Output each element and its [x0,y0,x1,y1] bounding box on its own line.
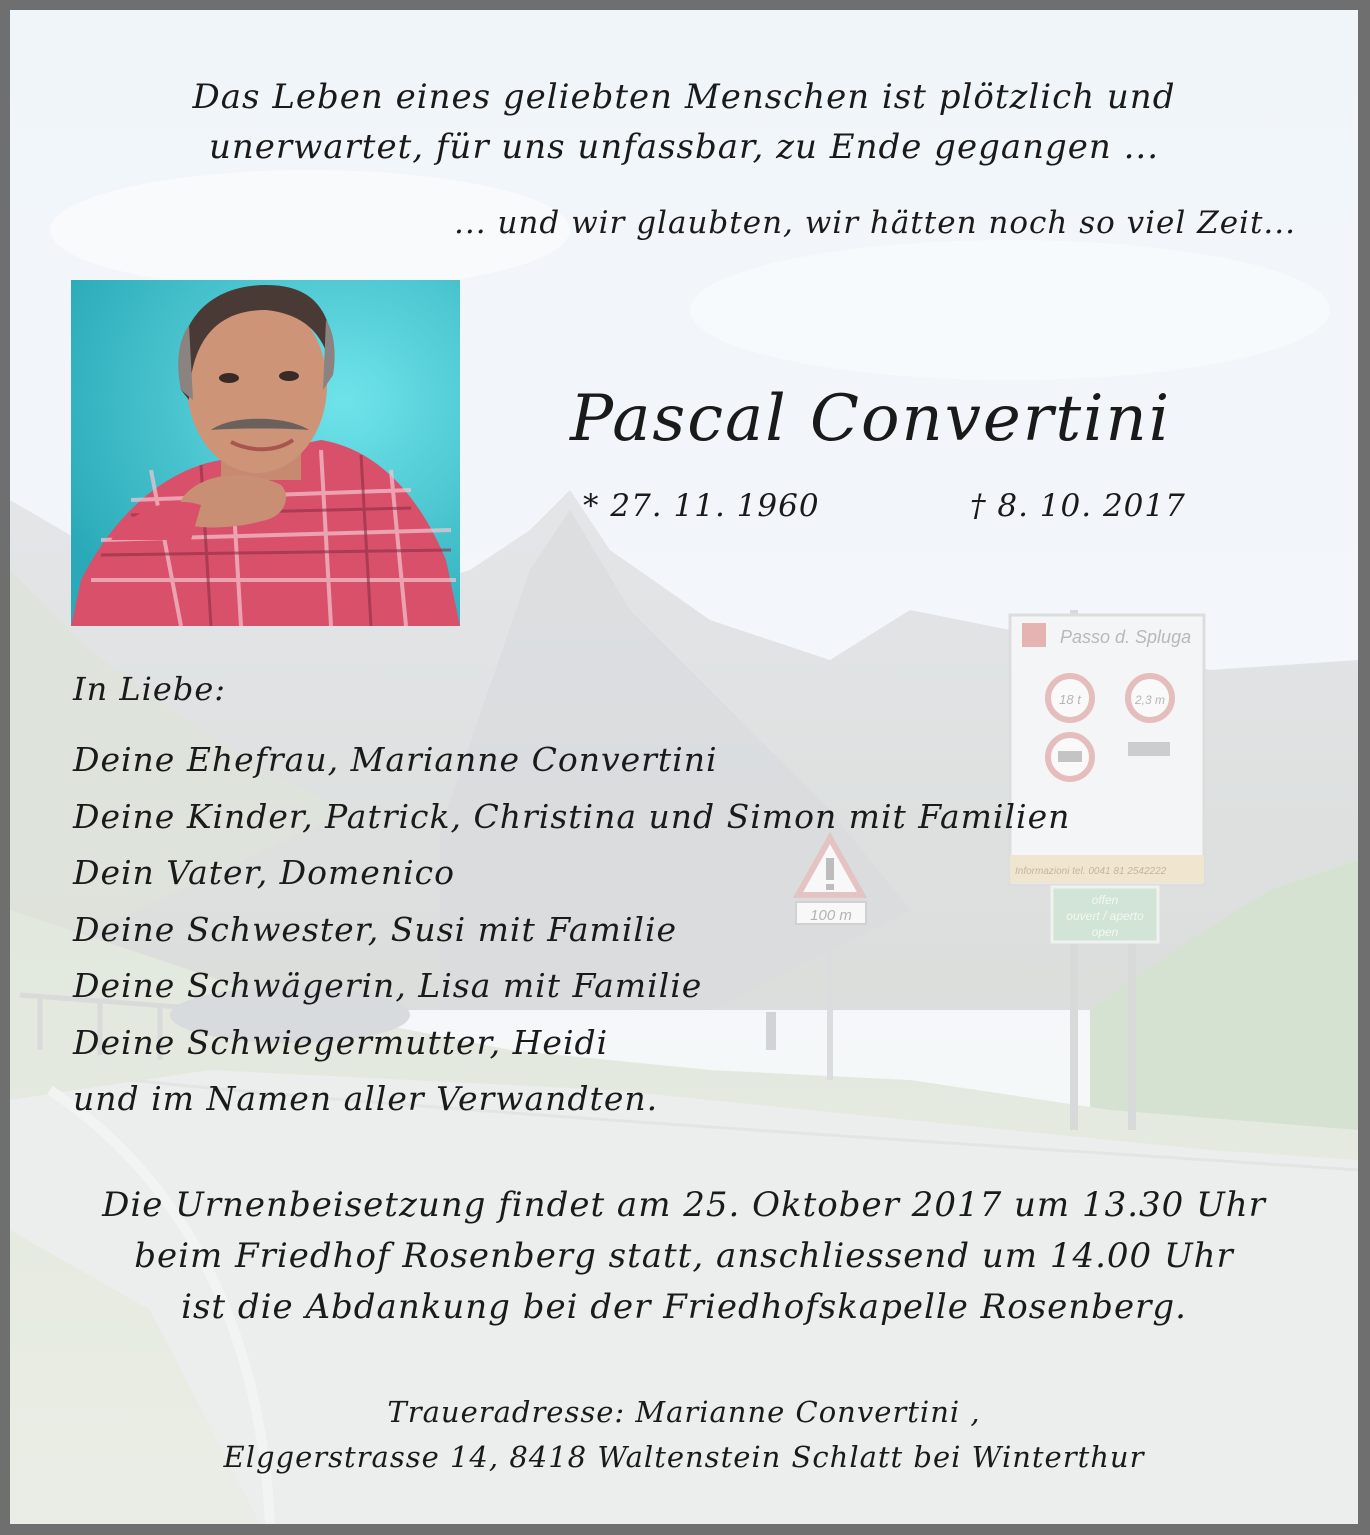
burial-announcement [10,1180,1358,1333]
weight-limit-text: 18 t [1059,692,1081,707]
mourner-line: Deine Schwester, Susi mit Familie [73,909,678,949]
burial-line-3: ist die Abdankung bei der Friedhofskapelle Rosenberg. [181,1287,1187,1327]
mourner-line: Deine Ehefrau, Marianne Convertini [73,740,718,779]
mourners-heading: In Liebe: [73,670,227,708]
intro-subline: ... und wir glaubten, wir hätten noch so viel Zeit... [454,205,1296,241]
open-text-3: open [1091,925,1119,939]
burial-line-2: beim Friedhof Rosenberg statt, anschliessend um 14.00 Uhr [134,1236,1234,1276]
address-line-2: Elggerstrasse 14, 8418 Waltenstein Schlatt bei Winterthur [223,1440,1145,1474]
obituary-notice [10,10,1358,1524]
intro-line-1: Das Leben eines geliebten Menschen ist plötzlich und [192,77,1176,117]
burial-line-1: Die Urnenbeisetzung findet am 25. Oktober 2017 um 13.30 Uhr [102,1185,1266,1225]
height-limit-text: 2,3 m [1134,693,1166,707]
mourner-line: Deine Kinder, Patrick, Christina und Simon mit Familien [73,796,1071,836]
mourner-line: und im Namen aller Verwandten. [73,1079,659,1118]
mourner-line: Deine Schwägerin, Lisa mit Familie [73,966,703,1005]
pass-name-text: Passo d. Spluga [1060,627,1192,647]
open-text-1: offen [1091,893,1119,907]
intro-line-2: unerwartet, für uns unfassbar, zu Ende gegangen ... [208,127,1160,167]
mourners-list [73,732,1070,1128]
death-date: † 8. 10. 2017 [970,488,1186,524]
address-line-1: Traueradresse: Marianne Convertini , [387,1395,981,1429]
mourner-line: Dein Vater, Domenico [73,853,455,892]
mourner-line: Deine Schwiegermutter, Heidi [73,1022,609,1062]
deceased-name: Pascal Convertini [570,382,1172,456]
mourning-address [10,1390,1358,1480]
info-phone-text: Informazioni tel. 0041 81 2542222 [1015,866,1167,877]
intro-quote [10,72,1358,172]
birth-date: * 27. 11. 1960 [583,488,820,524]
portrait-photo [71,280,460,626]
distance-text: 100 m [810,907,852,924]
open-text-2: ouvert / aperto [1066,909,1144,923]
